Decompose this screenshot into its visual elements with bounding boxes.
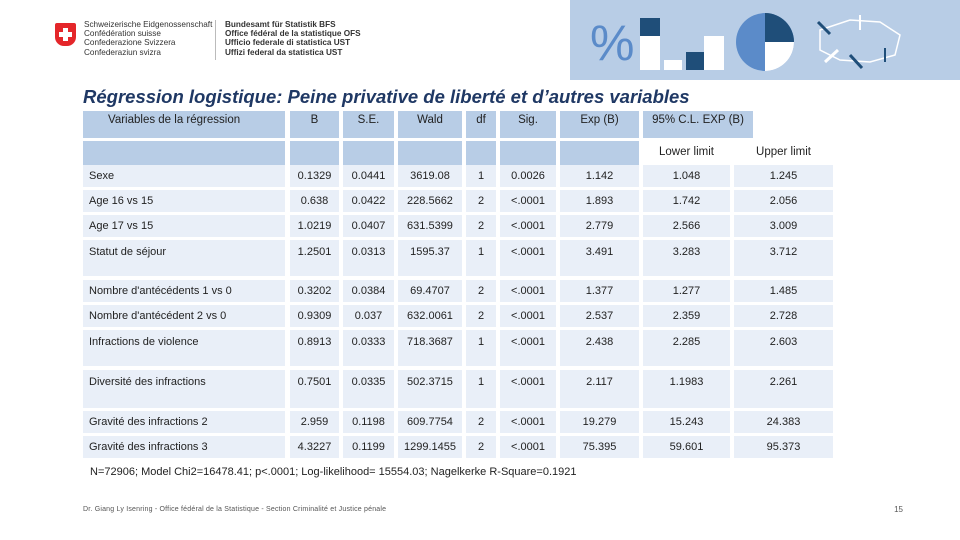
table-cell: 2.117: [560, 370, 639, 408]
table-cell: 0.9309: [290, 305, 339, 327]
table-cell: 718.3687: [398, 330, 462, 366]
table-cell: 0.1329: [290, 165, 339, 187]
table-cell: 1299.1455: [398, 436, 462, 458]
table-cell: 1.485: [734, 280, 833, 302]
header-label: S.E.: [357, 114, 380, 126]
percent-symbol: %: [590, 15, 635, 71]
table-cell: 0.0313: [343, 240, 394, 276]
header-label: Variables de la régression: [108, 114, 241, 126]
table-cell: 632.0061: [398, 305, 462, 327]
footer-text: Dr. Giang Ly Isenring - Office fédéral de la Statistique - Section Criminalité et Justice pénale: [83, 506, 387, 513]
table-row-label: Age 17 vs 15: [83, 215, 285, 237]
table-header-cell: [398, 111, 462, 138]
table-subheader-cell: [83, 141, 285, 167]
deco-pie-slice: [765, 42, 794, 71]
table-header-cell: [560, 111, 639, 138]
page-title: Régression logistique: Peine privative de liberté et d’autres variables: [83, 86, 690, 107]
table-header-cell: [290, 111, 339, 138]
confederation-line: Confédération suisse: [84, 29, 161, 39]
page-number: 15: [894, 505, 903, 514]
table-cell: 2: [466, 436, 496, 458]
table-cell: <.0001: [500, 436, 556, 458]
table-cell: 2.285: [643, 330, 730, 366]
deco-bar: [704, 36, 724, 70]
office-line: Ufficio federale di statistica UST: [225, 38, 351, 48]
table-cell: <.0001: [500, 215, 556, 237]
table-cell: 1: [466, 370, 496, 408]
table-cell: 19.279: [560, 411, 639, 433]
table-row-label: Nombre d'antécédent 2 vs 0: [83, 305, 285, 327]
confederation-line: Confederazione Svizzera: [84, 38, 176, 48]
model-note: N=72906; Model Chi2=16478.41; p<.0001; Log-likelihood= 15554.03; Nagelkerke R-Square=0.1921: [90, 466, 577, 478]
office-line: Bundesamt für Statistik BFS: [225, 20, 336, 29]
table-cell: 1.142: [560, 165, 639, 187]
table-subheader-cell: [466, 141, 496, 167]
deco-bar: [640, 36, 660, 70]
table-cell: 0.7501: [290, 370, 339, 408]
table-cell: 3619.08: [398, 165, 462, 187]
table-subheader-cell: [398, 141, 462, 167]
table-cell: 0.0333: [343, 330, 394, 366]
table-cell: 1.742: [643, 190, 730, 212]
table-cell: 2: [466, 280, 496, 302]
table-row-label: Gravité des infractions 2: [83, 411, 285, 433]
table-header-cell: [643, 111, 753, 138]
table-cell: 75.395: [560, 436, 639, 458]
table-cell: 0.8913: [290, 330, 339, 366]
table-cell: <.0001: [500, 280, 556, 302]
table-subheader-cell: [734, 141, 833, 167]
table-subheader-cell: [500, 141, 556, 167]
table-header-cell: [83, 111, 285, 138]
table-cell: 609.7754: [398, 411, 462, 433]
subheader-label: Lower limit: [659, 146, 714, 158]
table-cell: 1.277: [643, 280, 730, 302]
header-label: Wald: [417, 114, 443, 126]
deco-bar: [640, 18, 660, 36]
table-cell: 0.0407: [343, 215, 394, 237]
deco-pie-slice: [765, 13, 794, 42]
table-cell: 228.5662: [398, 190, 462, 212]
table-row-label: Nombre d'antécédents 1 vs 0: [83, 280, 285, 302]
table-cell: 1.0219: [290, 215, 339, 237]
table-cell: <.0001: [500, 190, 556, 212]
table-cell: 3.283: [643, 240, 730, 276]
table-cell: 2: [466, 215, 496, 237]
table-cell: 2.566: [643, 215, 730, 237]
table-cell: 2.438: [560, 330, 639, 366]
table-cell: 3.009: [734, 215, 833, 237]
table-cell: 1.377: [560, 280, 639, 302]
table-cell: 0.0441: [343, 165, 394, 187]
table-cell: 1.2501: [290, 240, 339, 276]
header-label: Sig.: [518, 114, 538, 126]
table-cell: 2.959: [290, 411, 339, 433]
table-cell: 24.383: [734, 411, 833, 433]
header-label: 95% C.L. EXP (B): [652, 114, 744, 126]
table-cell: 0.0026: [500, 165, 556, 187]
subheader-label: Upper limit: [756, 146, 811, 158]
table-cell: 1.245: [734, 165, 833, 187]
table-row-label: Infractions de violence: [83, 330, 285, 366]
table-cell: 2.603: [734, 330, 833, 366]
table-cell: 59.601: [643, 436, 730, 458]
table-cell: 1: [466, 330, 496, 366]
table-cell: 3.491: [560, 240, 639, 276]
table-cell: 95.373: [734, 436, 833, 458]
header-band: [0, 0, 960, 80]
table-cell: 2.261: [734, 370, 833, 408]
table-cell: 0.638: [290, 190, 339, 212]
table-subheader-cell: [290, 141, 339, 167]
table-cell: 0.3202: [290, 280, 339, 302]
deco-bar: [686, 52, 704, 70]
table-cell: 0.0335: [343, 370, 394, 408]
deco-bar: [664, 60, 682, 70]
table-cell: 2.359: [643, 305, 730, 327]
office-line: Uffizi federal da statistica UST: [225, 47, 343, 57]
table-cell: <.0001: [500, 330, 556, 366]
table-subheader-cell: [343, 141, 394, 167]
table-row-label: Diversité des infractions: [83, 370, 285, 408]
table-cell: <.0001: [500, 411, 556, 433]
confederation-line: Schweizerische Eidgenossenschaft: [84, 20, 213, 29]
table-header-cell: [500, 111, 556, 138]
table-cell: 4.3227: [290, 436, 339, 458]
table-cell: 1: [466, 165, 496, 187]
table-cell: 1: [466, 240, 496, 276]
header-label: Exp (B): [580, 114, 619, 126]
table-row-label: Age 16 vs 15: [83, 190, 285, 212]
table-subheader-cell: [560, 141, 639, 167]
office-line: Office fédéral de la statistique OFS: [225, 29, 361, 39]
deco-arrow: [825, 50, 838, 62]
table-cell: 1.893: [560, 190, 639, 212]
table-row-label: Gravité des infractions 3: [83, 436, 285, 458]
table-row-label: Sexe: [83, 165, 285, 187]
table-cell: 2.779: [560, 215, 639, 237]
table-header-cell: [466, 111, 496, 138]
table-cell: 1.048: [643, 165, 730, 187]
header-label: B: [310, 114, 319, 126]
header-graphics-icon: [0, 0, 960, 80]
table-cell: 1595.37: [398, 240, 462, 276]
header-label: df: [476, 114, 486, 126]
table-cell: 2: [466, 190, 496, 212]
table-cell: 15.243: [643, 411, 730, 433]
table-cell: 2.728: [734, 305, 833, 327]
table-cell: <.0001: [500, 240, 556, 276]
table-cell: <.0001: [500, 370, 556, 408]
table-cell: 2.537: [560, 305, 639, 327]
table-cell: 0.0384: [343, 280, 394, 302]
table-cell: 0.1199: [343, 436, 394, 458]
table-cell: 2: [466, 411, 496, 433]
table-row-label: Statut de séjour: [83, 240, 285, 276]
table-cell: 2.056: [734, 190, 833, 212]
table-cell: 502.3715: [398, 370, 462, 408]
table-header-cell: [343, 111, 394, 138]
table-cell: 0.0422: [343, 190, 394, 212]
table-subheader-cell: [643, 141, 730, 167]
table-cell: 3.712: [734, 240, 833, 276]
table-cell: 1.1983: [643, 370, 730, 408]
table-cell: 0.037: [343, 305, 394, 327]
table-cell: 0.1198: [343, 411, 394, 433]
confederation-line: Confederaziun svizra: [84, 47, 161, 57]
table-cell: <.0001: [500, 305, 556, 327]
table-cell: 69.4707: [398, 280, 462, 302]
table-cell: 2: [466, 305, 496, 327]
table-cell: 631.5399: [398, 215, 462, 237]
